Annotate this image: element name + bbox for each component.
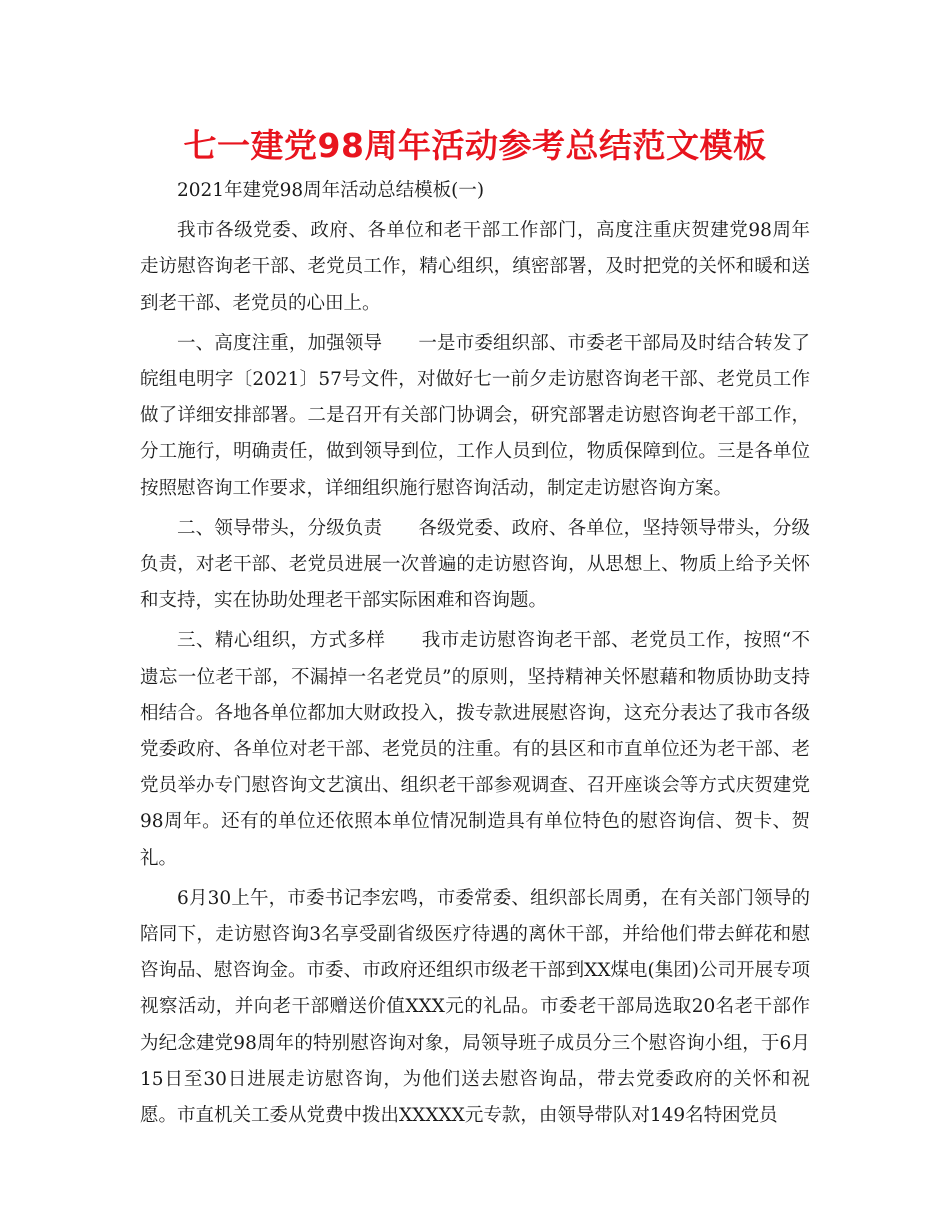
section-heading-3: 三、精心组织，方式多样 [177, 630, 386, 652]
closing-paragraph: 6月30上午，市委书记李宏鸣，市委常委、组织部长周勇，在有关部门领导的陪同下，走访慰咨询3名享受副省级医疗待遇的离休干部，并给他们带去鲜花和慰咨询品、慰咨询金。市委、市政府还组织市级老干部到XX煤电(集团)公司开展专项视察活动，并向老干部赠送价值XXX元的礼品。市委老干部局选取20名老干部作为纪念建党98周年的特别慰咨询对象，局领导班子成员分三个慰咨询小组，于6月15日至30日进展走访慰咨询，为他们送去慰咨询品，带去党委政府的关怀和祝愿。市直机关工委从党费中拨出XXXXX元专款，由领导带队对149名特困党员 [140, 887, 810, 1127]
section-heading-1: 一、高度注重，加强领导 [177, 332, 383, 354]
section-text-1: 一是市委组织部、市委老干部局及时结合转发了皖组电明字〔2021〕57号文件，对做好七一前夕走访慰咨询老干部、老党员工作做了详细安排部署。二是召开有关部门协调会，研究部署走访慰咨询老干部工作，分工施行，明确责任，做到领导到位，工作人员到位，物质保障到位。三是各单位按照慰咨询工作要求，详细组织施行慰咨询活动，制定走访慰咨询方案。 [140, 332, 810, 499]
document-title: 七一建党98周年活动参考总结范文模板 [183, 126, 767, 165]
section-heading-2: 二、领导带头，分级负责 [177, 517, 383, 539]
section-paragraph-1 [140, 326, 810, 507]
document-body [140, 173, 810, 1134]
section-paragraph-3 [140, 623, 810, 876]
section-text-3: 我市走访慰咨询老干部、老党员工作，按照“不遗忘一位老干部，不漏掉一名老党员”的原则，坚持精神关怀慰藉和物质协助支持相结合。各地各单位都加大财政投入，拨专款进展慰咨询，这充分表达了我市各级党委政府、各单位对老干部、老党员的注重。有的县区和市直单位还为老干部、老党员举办专门慰咨询文艺演出、组织老干部参观调查、召开座谈会等方式庆贺建党98周年。还有的单位还依照本单位情况制造具有单位特色的慰咨询信、贺卡、贺礼。 [140, 630, 810, 869]
section-text-2: 各级党委、政府、各单位，坚持领导带头，分级负责，对老干部、老党员进展一次普遍的走访慰咨询，从思想上、物质上给予关怀和支持，实在协助处理老干部实际困难和咨询题。 [140, 517, 810, 612]
intro-paragraph: 我市各级党委、政府、各单位和老干部工作部门，高度注重庆贺建党98周年走访慰咨询老干部、老党员工作，精心组织，缜密部署，及时把党的关怀和暖和送到老干部、老党员的心田上。 [140, 220, 810, 314]
section-paragraph-2 [140, 511, 810, 620]
document-subtitle: 2021年建党98周年活动总结模板(一) [177, 180, 485, 201]
